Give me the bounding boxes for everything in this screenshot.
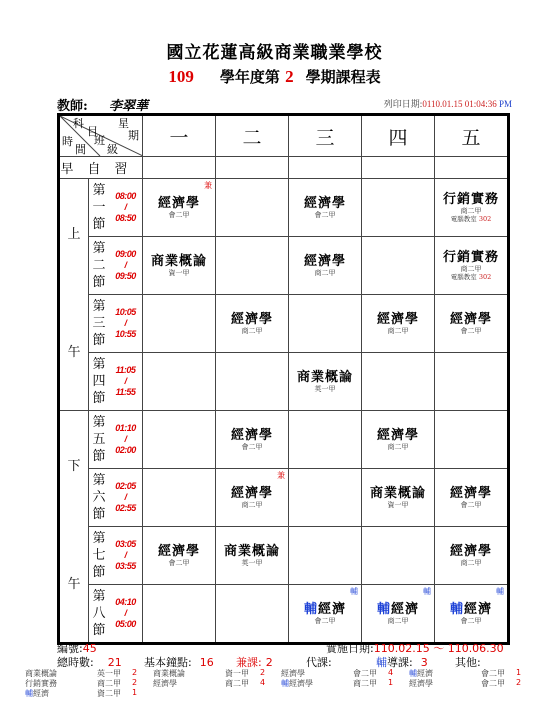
class-cell <box>143 295 216 353</box>
class-cell <box>216 585 289 644</box>
class-cell[interactable] <box>435 179 509 237</box>
subject-name: 商業概論 <box>150 253 207 269</box>
marker-label: 兼 <box>277 471 285 480</box>
class-cell[interactable] <box>143 237 216 295</box>
class-cell <box>216 237 289 295</box>
period-name: 第 六 節 <box>92 473 106 522</box>
day-mon: 一 <box>143 115 216 157</box>
teacher-row <box>57 95 512 114</box>
class-name: 會二甲 <box>460 500 482 509</box>
day-thu: 四 <box>362 115 435 157</box>
class-name: 商二甲 <box>460 264 482 273</box>
period-label-cell <box>89 353 143 411</box>
class-cell <box>289 411 362 469</box>
period-name: 第 三 節 <box>92 299 106 348</box>
corner-time-1: 時 <box>62 135 73 148</box>
subject-name: 經濟學 <box>376 311 419 327</box>
class-cell <box>289 527 362 585</box>
class-cell <box>362 353 435 411</box>
subject-name: 經濟學 <box>449 485 492 501</box>
summary-item: 經濟學 會二甲 4 <box>281 668 394 678</box>
period-time: 02:05 / 02:55 <box>115 481 136 513</box>
other-hours: 其他: <box>455 656 481 669</box>
class-name: 商二甲 <box>460 206 482 215</box>
early-cell <box>362 157 435 179</box>
early-cell <box>289 157 362 179</box>
summary-row <box>25 678 530 688</box>
period-time: 04:10 / 05:00 <box>115 597 136 629</box>
period-label-cell <box>89 585 143 644</box>
subject-name: 經濟學 <box>230 311 273 327</box>
class-cell[interactable] <box>289 353 362 411</box>
period-label-cell <box>89 469 143 527</box>
period-row <box>59 353 509 411</box>
class-cell[interactable] <box>289 179 362 237</box>
header-row <box>59 115 509 157</box>
early-cell <box>435 157 509 179</box>
class-name: 會二甲 <box>460 616 482 625</box>
subject-name: 商業概論 <box>369 485 426 501</box>
period-row <box>59 469 509 527</box>
class-name: 英一甲 <box>314 384 336 393</box>
early-cell <box>143 157 216 179</box>
subject-name: 經濟學 <box>449 543 492 559</box>
class-cell[interactable] <box>143 179 216 237</box>
period-name: 第 四 節 <box>92 357 106 406</box>
half-top: 下 <box>67 458 81 474</box>
room-name: 電腦教室 302 <box>450 214 492 223</box>
period-time: 01:10 / 02:00 <box>115 423 136 455</box>
afternoon-label <box>59 411 89 644</box>
period-label-cell <box>89 527 143 585</box>
period-name: 第 五 節 <box>92 415 106 464</box>
subject-name: 經濟學 <box>157 543 200 559</box>
class-cell <box>143 585 216 644</box>
school-title: 國立花蓮高級商業職業學校 <box>166 43 383 63</box>
class-name: 英一甲 <box>241 558 263 567</box>
corner-time-2: 間 <box>75 143 86 156</box>
part-time-hours: 兼課: 2 <box>236 656 273 669</box>
class-cell[interactable] <box>362 469 435 527</box>
class-cell[interactable] <box>435 527 509 585</box>
class-name: 商二甲 <box>460 558 482 567</box>
period-time: 09:00 / 09:50 <box>115 249 136 281</box>
summary-item: 輔經濟學 商二甲 1 <box>281 678 394 688</box>
class-name: 商二甲 <box>387 616 409 625</box>
half-bottom: 午 <box>67 576 81 592</box>
subject-name: 輔經濟 <box>376 601 420 617</box>
subject-name: 商業概論 <box>296 369 353 385</box>
room-name: 電腦教室 302 <box>450 272 492 281</box>
class-cell <box>216 353 289 411</box>
period-label-cell <box>89 295 143 353</box>
subject-name: 行銷實務 <box>442 249 499 265</box>
marker-label: 輔 <box>423 587 431 596</box>
class-cell[interactable] <box>362 411 435 469</box>
period-name: 第 二 節 <box>92 241 106 290</box>
class-cell[interactable] <box>435 469 509 527</box>
semester-number: 2 <box>285 67 294 86</box>
corner-week-1: 星 <box>118 117 129 130</box>
class-cell <box>143 353 216 411</box>
day-fri: 五 <box>435 115 509 157</box>
summary-item: 經濟學 會二甲 2 <box>409 678 522 688</box>
class-name: 資一甲 <box>387 500 409 509</box>
subject-name: 行銷實務 <box>442 191 499 207</box>
marker-label: 輔 <box>350 587 358 596</box>
implementation-period: 實施日期:110.02.15 ～ 110.06.30 <box>326 642 504 655</box>
teacher-label: 教師: <box>57 99 88 114</box>
tutoring-hours: 輔導課: 3 <box>376 656 428 669</box>
morning-label <box>59 179 89 411</box>
half-top: 上 <box>67 226 81 242</box>
class-name: 商二甲 <box>241 500 263 509</box>
period-name: 第 一 節 <box>92 183 106 232</box>
corner-subject-2: 目 <box>87 125 98 138</box>
subject-name: 經濟學 <box>376 427 419 443</box>
class-cell <box>143 469 216 527</box>
class-cell <box>435 411 509 469</box>
teacher-name: 李翠華 <box>109 99 149 114</box>
class-name: 會二甲 <box>241 442 263 451</box>
subject-name: 經濟學 <box>449 311 492 327</box>
class-cell <box>362 237 435 295</box>
period-name: 第 八 節 <box>92 589 106 638</box>
print-date-ampm: PM <box>498 99 512 109</box>
class-name: 商二甲 <box>241 326 263 335</box>
corner-class-2: 級 <box>107 143 118 156</box>
class-cell[interactable] <box>435 585 509 644</box>
early-study-row <box>59 157 509 179</box>
early-cell <box>216 157 289 179</box>
period-time: 11:05 / 11:55 <box>115 365 136 397</box>
summary-item: 行銷實務 商二甲 2 <box>25 678 138 688</box>
class-name: 會二甲 <box>314 616 336 625</box>
subject-name: 輔經濟 <box>449 601 493 617</box>
class-cell <box>435 353 509 411</box>
class-cell[interactable] <box>435 295 509 353</box>
period-row <box>59 295 509 353</box>
summary-item: 經濟學 商二甲 4 <box>153 678 266 688</box>
summary-row <box>25 688 530 698</box>
corner-subject-1: 科 <box>73 117 84 130</box>
class-cell[interactable] <box>216 469 289 527</box>
subject-name: 經濟學 <box>230 427 273 443</box>
class-cell[interactable] <box>435 237 509 295</box>
period-row <box>59 585 509 644</box>
class-cell <box>289 469 362 527</box>
print-date-value: 0110.01.15 01:04:36 <box>422 99 497 109</box>
class-name: 商二甲 <box>387 442 409 451</box>
corner-week-2: 期 <box>128 129 139 142</box>
class-cell[interactable] <box>216 411 289 469</box>
term-suffix: 學期課程表 <box>305 68 381 86</box>
period-row <box>59 237 509 295</box>
term-prefix: 學年度第 <box>219 68 280 86</box>
early-study-label: 早自習 <box>59 157 143 179</box>
period-time: 03:05 / 03:55 <box>115 539 136 571</box>
class-name: 資一甲 <box>168 268 190 277</box>
serial-number: 編號:45 <box>57 642 97 655</box>
corner-cell <box>59 115 143 157</box>
class-cell[interactable] <box>289 237 362 295</box>
base-hours: 基本鐘點: 16 <box>144 656 214 669</box>
class-cell <box>362 179 435 237</box>
subject-name: 經濟學 <box>303 195 346 211</box>
summary-item: 商業概論 英一甲 2 <box>25 668 138 678</box>
term-title <box>0 66 549 87</box>
course-summary <box>25 668 530 698</box>
period-time: 08:00 / 08:50 <box>115 191 136 223</box>
subject-name: 商業概論 <box>223 543 280 559</box>
class-cell[interactable] <box>216 295 289 353</box>
class-cell <box>216 179 289 237</box>
class-name: 商二甲 <box>387 326 409 335</box>
class-cell[interactable] <box>289 585 362 644</box>
marker-label: 兼 <box>204 181 212 190</box>
class-cell[interactable] <box>143 527 216 585</box>
print-date-label: 列印日期: <box>383 99 423 109</box>
subject-name: 經濟學 <box>157 195 200 211</box>
print-date <box>384 97 512 110</box>
period-row <box>59 411 509 469</box>
class-cell[interactable] <box>216 527 289 585</box>
subject-name: 經濟學 <box>230 485 273 501</box>
class-cell[interactable] <box>362 295 435 353</box>
summary-item: 商業概論 資一甲 2 <box>153 668 266 678</box>
timetable <box>57 113 510 645</box>
subject-name: 輔經濟 <box>303 601 347 617</box>
class-name: 會二甲 <box>168 210 190 219</box>
class-name: 商二甲 <box>314 268 336 277</box>
day-wed: 三 <box>289 115 362 157</box>
subject-name: 經濟學 <box>303 253 346 269</box>
period-label-cell <box>89 179 143 237</box>
day-tue: 二 <box>216 115 289 157</box>
marker-label: 輔 <box>496 587 504 596</box>
substitute-hours: 代課: <box>306 656 332 669</box>
class-cell <box>362 527 435 585</box>
class-cell[interactable] <box>362 585 435 644</box>
summary-item: 輔經濟 資二甲 1 <box>25 688 138 698</box>
summary-item: 輔經濟 會二甲 1 <box>409 668 522 678</box>
period-row <box>59 527 509 585</box>
total-hours: 總時數: 21 <box>57 656 122 669</box>
half-bottom: 午 <box>67 344 81 360</box>
period-time: 10:05 / 10:55 <box>115 307 136 339</box>
period-label-cell <box>89 411 143 469</box>
corner-class-1: 班 <box>94 134 105 147</box>
class-cell <box>289 295 362 353</box>
class-name: 會二甲 <box>314 210 336 219</box>
period-name: 第 七 節 <box>92 531 106 580</box>
school-year: 109 <box>168 67 194 86</box>
class-cell <box>143 411 216 469</box>
class-name: 會二甲 <box>460 326 482 335</box>
period-row <box>59 179 509 237</box>
class-name: 會二甲 <box>168 558 190 567</box>
summary-row <box>25 668 530 678</box>
period-label-cell <box>89 237 143 295</box>
